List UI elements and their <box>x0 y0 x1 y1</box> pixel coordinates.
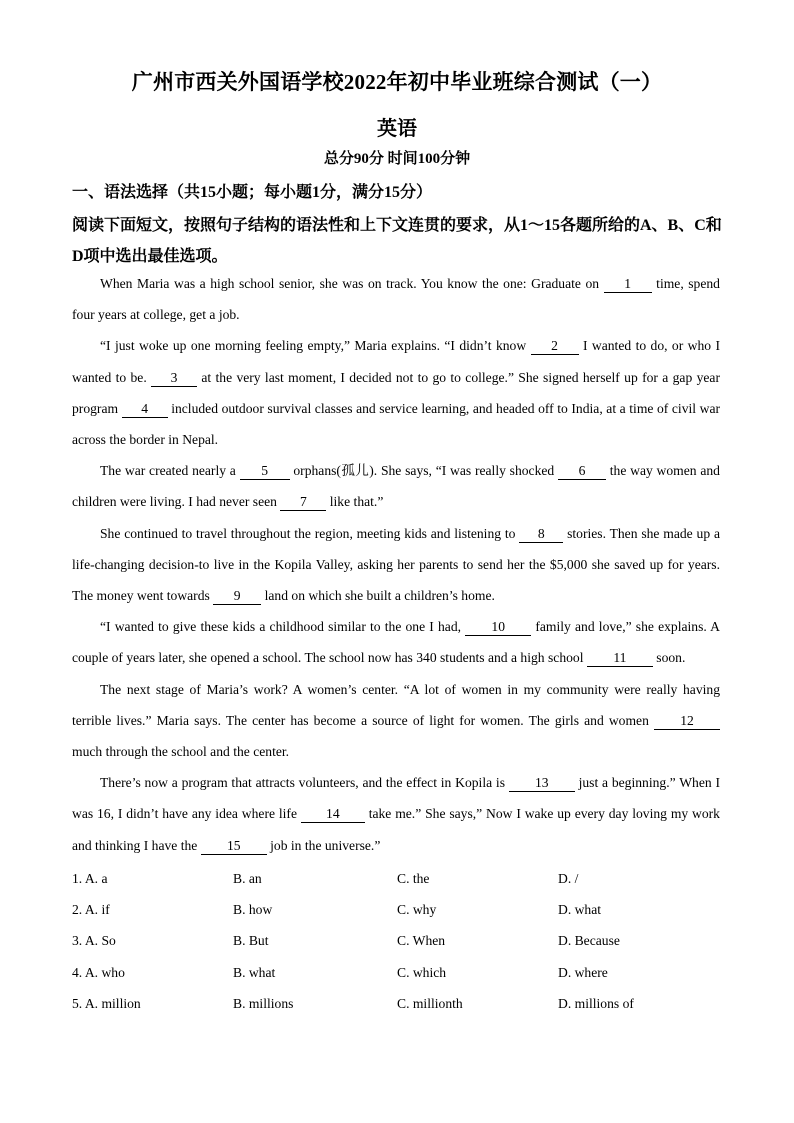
blank-11: 11 <box>587 650 653 667</box>
text-run: at the very last moment, I decided not to go to college.” She signed herself up for a gap year program <box>72 369 720 416</box>
blank-15: 15 <box>201 838 267 855</box>
option-1-d: D. / <box>558 871 579 886</box>
blank-7: 7 <box>280 494 326 511</box>
exam-meta: 总分90分 时间100分钟 <box>323 151 471 167</box>
option-4-d: D. where <box>558 964 608 980</box>
option-5-b: B. millions <box>233 995 294 1011</box>
text-run: included outdoor survival classes and service learning, and headed off to India, at a time of civil war across the border in Nepal. <box>72 400 721 448</box>
paragraph-6 <box>72 674 720 768</box>
text-run: “I just woke up one morning feeling empty,” Maria explains. “I didn’t know <box>100 338 531 354</box>
text-run: like that.” <box>326 494 384 510</box>
blank-12: 12 <box>654 713 720 730</box>
blank-3: 3 <box>151 370 197 387</box>
text-run: She continued to travel throughout the region, meeting kids and listening to <box>100 525 520 541</box>
text-run: soon. <box>652 650 686 666</box>
paragraph-5 <box>72 611 720 673</box>
blank-8: 8 <box>519 526 563 543</box>
option-row-4 <box>72 957 722 988</box>
text-run: time, spend four years at college, get a job. <box>72 276 720 323</box>
option-1-b: B. an <box>233 871 262 886</box>
option-3-b: B. But <box>233 933 269 949</box>
exam-title: 广州市西关外国语学校2022年初中毕业班综合测试（一） <box>131 70 663 94</box>
option-2-c: C. why <box>397 902 437 918</box>
text-run: The next stage of Maria’s work? A women’s center. “A lot of women in my community were really having terrible lives.” Maria says. The center has become a source of light for women. The girls and women <box>72 681 720 728</box>
text-run: take me.” She says,” Now I wake up every day loving my work and thinking I have the <box>72 806 720 853</box>
blank-13: 13 <box>509 775 575 792</box>
text-run: When Maria was a high school senior, she was on track. You know the one: Graduate on <box>100 276 604 291</box>
text-run: much through the school and the center. <box>72 744 290 760</box>
text-run: the way women and children were living. I had never seen <box>72 463 720 510</box>
text-run: I wanted to do, or who I wanted to be. <box>72 338 720 385</box>
section-instructions: 阅读下面短文，按照句子结构的语法性和上下文连贯的要求，从1～15各题所给的A、B、C和D项中选出最佳选项。 <box>72 217 722 265</box>
text-run: job in the universe.” <box>266 837 381 853</box>
paragraph-1 <box>72 268 720 330</box>
option-row-5 <box>72 988 722 1019</box>
blank-14: 14 <box>301 806 365 823</box>
text-run: just a beginning.” When I was 16, I didn’t have any idea where life <box>72 775 720 822</box>
text-run: land on which she built a children’s home. <box>261 588 495 604</box>
option-row-3 <box>72 925 722 956</box>
paragraph-2 <box>72 330 720 455</box>
option-1-c: C. the <box>397 871 430 886</box>
blank-5: 5 <box>240 463 290 480</box>
option-2-b: B. how <box>233 902 273 918</box>
option-row-1 <box>72 863 722 894</box>
option-5-c: C. millionth <box>397 995 463 1011</box>
option-5-d: D. millions of <box>558 995 634 1011</box>
option-5-a: 5. A. million <box>72 995 141 1011</box>
option-4-c: C. which <box>397 964 447 980</box>
blank-2: 2 <box>531 338 579 355</box>
blank-6: 6 <box>558 463 606 480</box>
option-2-a: 2. A. if <box>72 902 110 918</box>
option-1-a: 1. A. a <box>72 871 108 886</box>
option-3-d: D. Because <box>558 933 620 949</box>
text-run: “I wanted to give these kids a childhood similar to the one I had, <box>100 619 466 635</box>
option-3-c: C. When <box>397 933 446 949</box>
text-run: There’s now a program that attracts volunteers, and the effect in Kopila is <box>100 775 509 791</box>
text-run: family and love,” she explains. A couple of years later, she opened a school. The school now has 340 students and a high school <box>72 619 720 666</box>
paragraph-3 <box>72 455 720 517</box>
paragraph-7 <box>72 767 720 861</box>
reading-passage <box>72 268 720 861</box>
option-4-b: B. what <box>233 964 276 980</box>
blank-1: 1 <box>604 276 652 293</box>
paragraph-4 <box>72 518 720 612</box>
option-row-2 <box>72 894 722 925</box>
section-title: 一、语法选择（共15小题；每小题1分，满分15分） <box>72 184 433 201</box>
text-run: The war created nearly a <box>100 463 240 479</box>
blank-4: 4 <box>122 401 168 418</box>
option-2-d: D. what <box>558 902 602 918</box>
answer-options <box>72 863 722 1019</box>
option-3-a: 3. A. So <box>72 933 116 949</box>
subject-heading: 英语 <box>377 118 417 140</box>
text-run: orphans(孤儿). She says, “I was really shocked <box>289 463 558 479</box>
option-4-a: 4. A. who <box>72 964 125 980</box>
blank-9: 9 <box>213 588 261 605</box>
blank-10: 10 <box>465 619 531 636</box>
text-run: stories. Then she made up a life-changing decision-to live in the Kopila Valley, asking her parents to send her the $5,000 she saved up for years. The money went towards <box>72 525 720 604</box>
